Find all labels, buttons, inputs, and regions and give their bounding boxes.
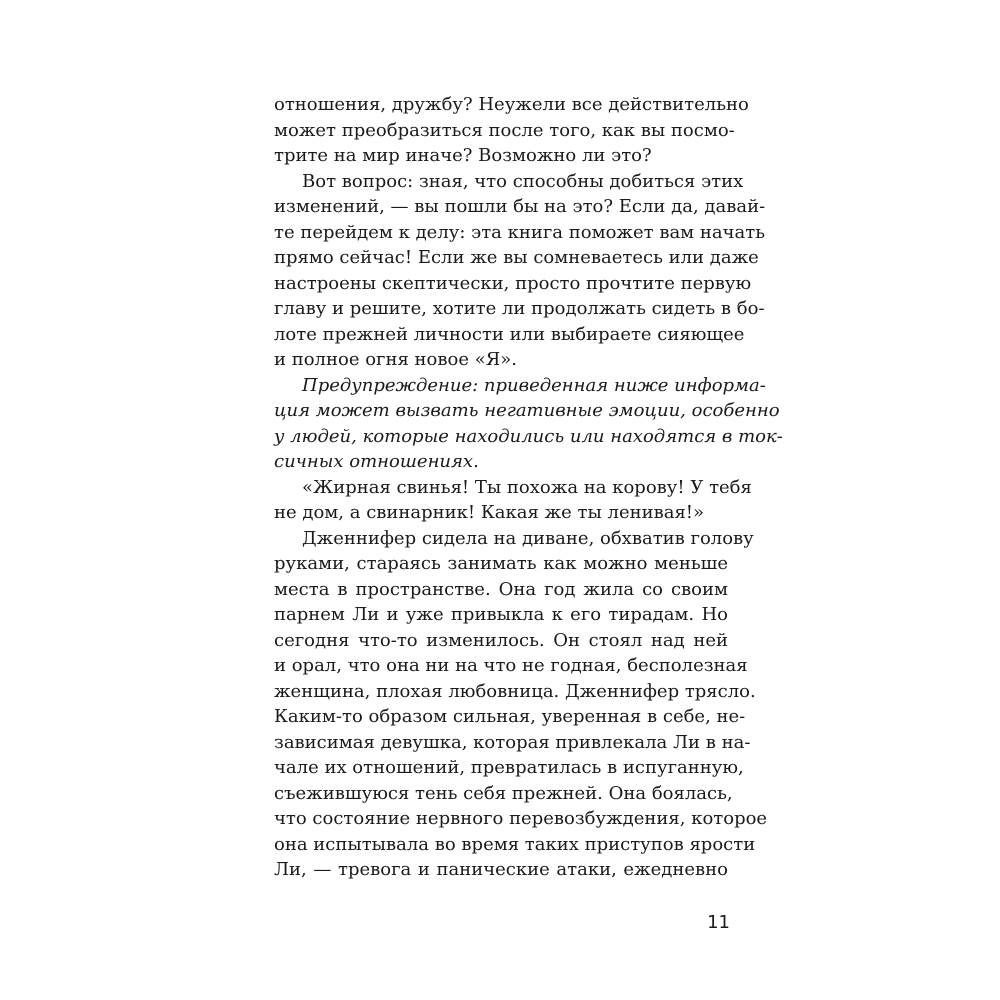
text-line: что состояние нервного перевозбуждения, которое	[274, 808, 768, 829]
text-line: не дом, а свинарник! Какая же ты ленивая!»	[274, 502, 705, 523]
paragraph	[274, 373, 783, 475]
text-line: места в пространстве. Она год жила со своим	[274, 578, 728, 600]
text-line: женщина, плохая любовница. Дженнифер трясло.	[274, 680, 756, 702]
page-number: 11	[707, 912, 730, 933]
text-line: Ли, — тревога и панические атаки, ежедневно	[274, 859, 728, 880]
text-line: Предупреждение: приведенная ниже информа-	[302, 374, 766, 396]
text-line: главу и решите, хотите ли продолжать сидеть в бо-	[274, 298, 765, 319]
text-line: сегодня что-то изменилось. Он стоял над ней	[274, 629, 728, 651]
paragraph	[274, 475, 752, 526]
text-line: отношения, дружбу? Неужели все действительно	[274, 94, 749, 115]
paragraph	[274, 526, 768, 883]
text-line: может преобразиться после того, как вы посмо-	[274, 119, 735, 141]
text-line: Каким-то образом сильная, уверенная в себе, не-	[274, 706, 746, 727]
text-line: «Жирная свинья! Ты похожа на корову! У тебя	[302, 476, 752, 498]
text-line: лоте прежней личности или выбираете сияющее	[274, 323, 745, 345]
text-line: зависимая девушка, которая привлекала Ли в на-	[274, 731, 751, 753]
text-line: сичных отношениях.	[274, 451, 479, 472]
text-line: Вот вопрос: зная, что способны добиться этих	[302, 170, 744, 192]
text-line: ция может вызвать негативные эмоции, особенно	[274, 400, 780, 421]
text-line: чале их отношений, превратилась в испуганную,	[274, 757, 744, 778]
text-line: руками, стараясь занимать как можно меньше	[274, 553, 728, 574]
text-line: съежившуюся тень себя прежней. Она боялась,	[274, 782, 733, 804]
text-line: те перейдем к делу: эта книга поможет вам начать	[274, 221, 766, 243]
text-line: и орал, что она ни на что не годная, бесполезная	[274, 655, 748, 676]
text-line: изменений, — вы пошли бы на это? Если да, давай-	[274, 196, 766, 217]
text-line: трите на мир иначе? Возможно ли это?	[274, 145, 652, 166]
text-line: парнем Ли и уже привыкла к его тирадам. Но	[274, 604, 728, 625]
text-line: у людей, которые находились или находятся в ток-	[274, 425, 783, 447]
paragraph	[274, 169, 766, 373]
body-text	[274, 92, 783, 883]
text-line: прямо сейчас! Если же вы сомневаетесь или даже	[274, 247, 759, 268]
text-line: Дженнифер сидела на диване, обхватив голову	[302, 527, 754, 549]
text-line: настроены скептически, просто прочтите первую	[274, 272, 752, 294]
text-line: она испытывала во время таких приступов ярости	[274, 833, 756, 855]
paragraph	[274, 92, 749, 169]
text-line: и полное огня новое «Я».	[274, 349, 517, 370]
